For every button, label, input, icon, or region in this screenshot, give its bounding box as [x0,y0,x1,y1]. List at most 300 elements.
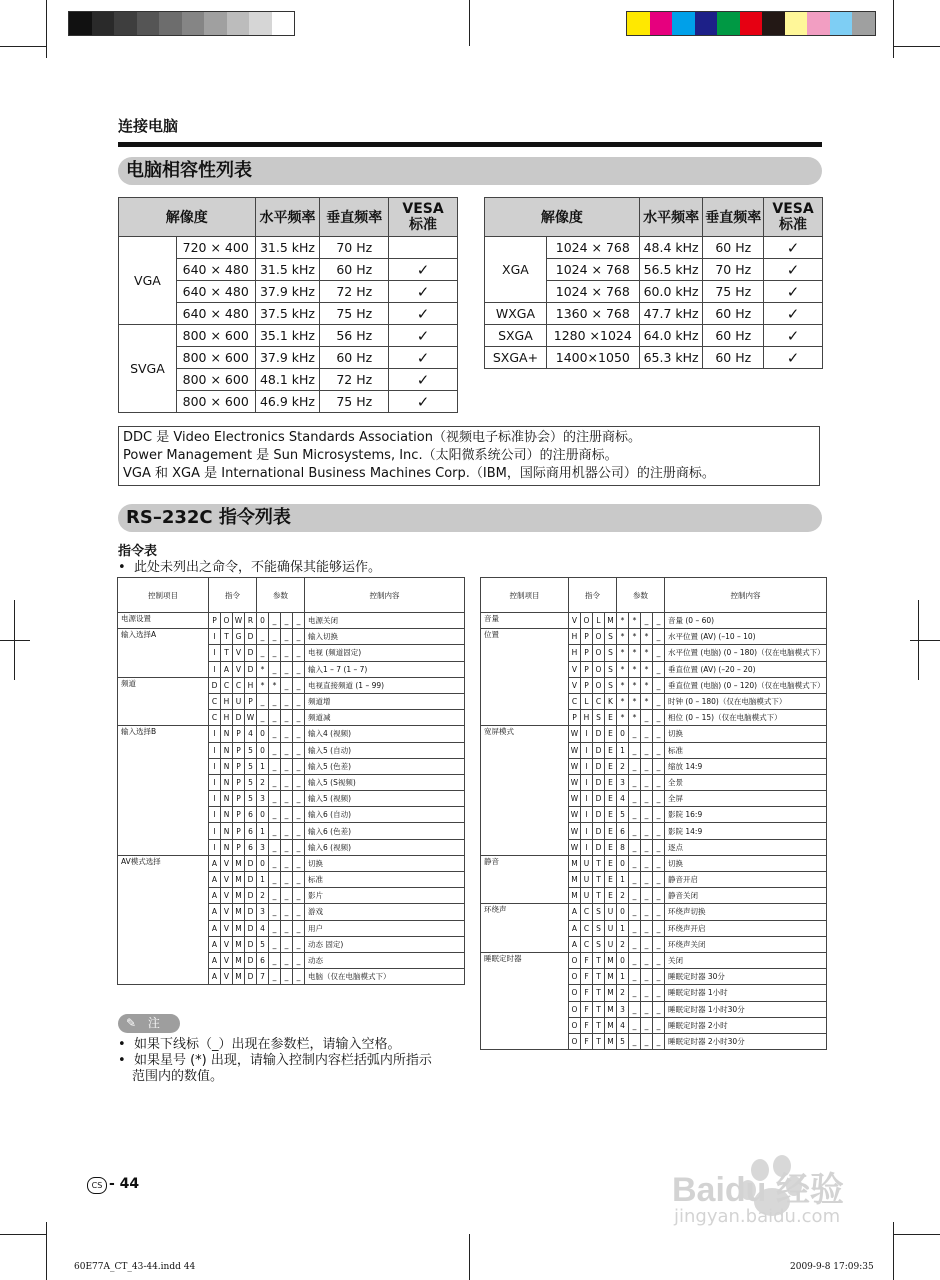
command-char: D [593,791,605,807]
control-item: AV模式选择 [118,855,209,871]
command-char: N [221,807,233,823]
command-char: A [209,904,221,920]
note-text: 如果下线标（_）出现在参数栏，请输入空格。 [133,1037,401,1052]
command-char: W [245,710,257,726]
signal-group: WXGA [485,303,547,325]
param-char: _ [629,952,641,968]
param-char: _ [653,1001,665,1017]
command-char: I [209,661,221,677]
command-char: P [233,839,245,855]
command-char: 5 [245,791,257,807]
command-row [481,920,827,936]
language-badge: CS [87,1177,107,1194]
param-char: 3 [617,1001,629,1017]
param-char: * [641,661,653,677]
command-char: I [209,823,221,839]
control-content: 静音关闭 [665,888,827,904]
control-item [481,823,569,839]
command-char: E [605,791,617,807]
command-char: A [209,936,221,952]
command-char: M [233,904,245,920]
command-char: N [221,839,233,855]
command-char: M [233,969,245,985]
watermark-text: Baidu 经验 [672,1171,844,1209]
param-char: _ [641,904,653,920]
param-char: _ [293,742,305,758]
vesa-cell: ✓ [764,347,823,369]
command-char: O [581,613,593,629]
command-row [118,726,465,742]
command-char: V [569,613,581,629]
control-content: 输入6 (视频) [305,839,465,855]
control-item [118,693,209,709]
command-char: O [221,613,233,629]
color-swatch [249,12,272,35]
control-content: 环绕声关闭 [665,936,827,952]
command-char: P [569,710,581,726]
command-char: A [221,661,233,677]
command-char: V [221,904,233,920]
crop-mark [469,1234,470,1280]
command-row [118,613,465,629]
command-char: D [245,888,257,904]
crop-mark [0,640,30,641]
control-content: 输入5 (色差) [305,758,465,774]
command-char: C [581,904,593,920]
compat-row [485,325,823,347]
command-char: I [209,742,221,758]
param-char: 1 [257,823,269,839]
command-row [481,661,827,677]
command-char: C [209,710,221,726]
resolution-cell: 640 × 480 [176,303,255,325]
param-char: 1 [617,742,629,758]
command-char: M [233,952,245,968]
resolution-cell: 1400×1050 [546,347,639,369]
command-row [118,774,465,790]
command-char: P [233,791,245,807]
param-char: _ [293,677,305,693]
command-char: H [569,645,581,661]
control-item [481,920,569,936]
command-char: A [209,952,221,968]
command-char: D [245,936,257,952]
param-char: _ [281,936,293,952]
signal-group: VGA [119,237,177,325]
param-char: * [617,677,629,693]
param-char: _ [281,839,293,855]
command-char: T [593,969,605,985]
hfreq-cell: 64.0 kHz [639,325,703,347]
command-row [118,872,465,888]
command-char: E [605,726,617,742]
header-vfreq: 垂直频率 [703,198,764,237]
param-char: _ [293,839,305,855]
command-row [481,823,827,839]
color-swatch [762,12,785,35]
command-char: M [605,952,617,968]
control-content: 全景 [665,774,827,790]
vfreq-cell: 70 Hz [703,259,764,281]
header-command: 指令 [209,578,257,613]
footer-date: 2009-9-8 17:09:35 [790,1262,874,1272]
command-char: I [581,758,593,774]
note-text: 如果星号 (*) 出现，请输入控制内容栏括弧内所指示 范围内的数值。 [132,1053,432,1084]
param-char: * [629,661,641,677]
command-char: E [605,758,617,774]
resolution-cell: 640 × 480 [176,259,255,281]
compat-row [485,347,823,369]
command-char: I [209,758,221,774]
control-content: 输入5 (自动) [305,742,465,758]
param-char: _ [629,1033,641,1049]
header-hfreq: 水平频率 [255,198,320,237]
vfreq-cell: 75 Hz [703,281,764,303]
control-item [481,969,569,985]
command-char: C [233,677,245,693]
command-row [481,758,827,774]
param-char: _ [269,920,281,936]
command-char: I [581,742,593,758]
param-char: _ [293,791,305,807]
command-char: V [221,855,233,871]
command-char: I [209,774,221,790]
control-content: 逐点 [665,839,827,855]
header-vesa: VESA 标准 [389,198,458,237]
command-char: T [221,629,233,645]
command-char: E [605,823,617,839]
command-char: V [221,920,233,936]
param-char: _ [293,774,305,790]
rs232-heading: RS–232C 指令列表 [118,504,822,532]
param-char: _ [269,758,281,774]
param-char: _ [269,774,281,790]
command-char: D [245,661,257,677]
command-char: I [581,823,593,839]
param-char: * [617,645,629,661]
param-char: 2 [617,888,629,904]
param-char: _ [257,693,269,709]
command-char: W [233,613,245,629]
vfreq-cell: 72 Hz [320,369,389,391]
param-char: _ [641,807,653,823]
param-char: _ [641,839,653,855]
command-char: O [569,1017,581,1033]
command-char: O [593,645,605,661]
param-char: 0 [257,807,269,823]
command-char: W [569,774,581,790]
command-char: 4 [245,726,257,742]
control-item: 电源设置 [118,613,209,629]
command-char: A [209,969,221,985]
param-char: _ [281,791,293,807]
param-char: 1 [257,872,269,888]
control-item: 静音 [481,855,569,871]
param-char: _ [269,936,281,952]
vfreq-cell: 56 Hz [320,325,389,347]
param-char: _ [641,823,653,839]
command-char: P [245,693,257,709]
control-content: 时钟 (0 – 180)（仅在电脑模式下） [665,693,827,709]
control-item [481,888,569,904]
control-item [118,888,209,904]
param-char: * [629,677,641,693]
vfreq-cell: 75 Hz [320,303,389,325]
command-char: M [569,888,581,904]
command-char: A [569,920,581,936]
param-char: 0 [257,742,269,758]
signal-group: SXGA+ [485,347,547,369]
command-row [118,758,465,774]
param-char: _ [653,1017,665,1033]
crop-mark [893,0,894,58]
command-char: C [581,920,593,936]
command-char: M [569,872,581,888]
command-row [118,936,465,952]
param-char: * [629,613,641,629]
command-char: S [605,645,617,661]
command-row [481,726,827,742]
hfreq-cell: 31.5 kHz [255,259,320,281]
vesa-cell: ✓ [764,237,823,259]
command-char: W [569,839,581,855]
control-item [118,742,209,758]
control-item [481,758,569,774]
param-char: _ [293,758,305,774]
command-char: T [593,1001,605,1017]
param-char: 0 [257,726,269,742]
header-param: 参数 [257,578,305,613]
command-char: V [221,872,233,888]
command-char: F [581,1001,593,1017]
command-row [481,985,827,1001]
command-char: C [569,693,581,709]
note-item: • 如果下线标（_）出现在参数栏，请输入空格。 [118,1037,401,1052]
command-row [118,888,465,904]
param-char: _ [269,710,281,726]
param-char: _ [629,969,641,985]
control-item [118,872,209,888]
command-char: D [593,742,605,758]
header-item: 控制项目 [481,578,569,613]
control-item [481,693,569,709]
hfreq-cell: 37.9 kHz [255,281,320,303]
command-char: I [581,839,593,855]
command-char: F [581,985,593,1001]
footer-file: 60E77A_CT_43-44.indd 44 [74,1262,196,1272]
control-content: 影院 14:9 [665,823,827,839]
command-char: E [605,855,617,871]
param-char: _ [281,823,293,839]
command-row [481,710,827,726]
command-char: D [593,774,605,790]
crop-mark [893,1234,940,1235]
command-char: E [605,807,617,823]
command-char: P [581,661,593,677]
param-char: 2 [617,936,629,952]
color-swatch [717,12,740,35]
trademark-notice [118,426,820,486]
param-char: _ [653,791,665,807]
command-char: U [581,888,593,904]
param-char: _ [281,645,293,661]
param-char: 0 [617,904,629,920]
command-char: I [581,807,593,823]
control-item [118,661,209,677]
command-char: I [581,791,593,807]
command-char: I [581,726,593,742]
resolution-cell: 800 × 600 [176,391,255,413]
param-char: _ [629,758,641,774]
control-content: 电视直接频道 (1 – 99) [305,677,465,693]
param-char: _ [629,807,641,823]
command-char: M [605,969,617,985]
command-char: M [605,1017,617,1033]
color-swatch [204,12,227,35]
param-char: _ [293,969,305,985]
param-char: _ [641,758,653,774]
command-row [481,677,827,693]
command-char: V [221,936,233,952]
param-char: _ [281,613,293,629]
param-char: _ [269,693,281,709]
command-char: C [209,693,221,709]
param-char: _ [269,855,281,871]
control-item [481,791,569,807]
control-item [118,823,209,839]
color-swatch [807,12,830,35]
param-char: _ [653,872,665,888]
vesa-cell: ✓ [389,259,458,281]
param-char: * [629,645,641,661]
command-char: M [233,936,245,952]
vfreq-cell: 60 Hz [320,347,389,369]
command-char: I [209,726,221,742]
param-char: * [257,677,269,693]
hfreq-cell: 35.1 kHz [255,325,320,347]
param-char: _ [293,629,305,645]
command-char: S [593,710,605,726]
color-swatch [137,12,160,35]
param-char: _ [641,774,653,790]
param-char: * [617,661,629,677]
command-char: M [569,855,581,871]
param-char: _ [641,1033,653,1049]
param-char: _ [629,985,641,1001]
param-char: _ [293,823,305,839]
control-content: 垂直位置 (电脑) (0 – 120)（仅在电脑模式下） [665,677,827,693]
control-item [118,710,209,726]
command-char: O [593,677,605,693]
command-char: V [221,888,233,904]
compat-heading: 电脑相容性列表 [118,157,822,185]
control-item [118,839,209,855]
hfreq-cell: 65.3 kHz [639,347,703,369]
param-char: 5 [257,936,269,952]
resolution-cell: 1280 ×1024 [546,325,639,347]
param-char: _ [629,726,641,742]
param-char: _ [653,758,665,774]
control-item [481,872,569,888]
command-char: I [209,629,221,645]
command-table-title: 指令表 [118,544,158,559]
signal-group: SXGA [485,325,547,347]
param-char: _ [641,936,653,952]
command-char: E [605,839,617,855]
param-char: _ [281,888,293,904]
command-char: M [605,613,617,629]
param-char: _ [653,969,665,985]
param-char: _ [641,742,653,758]
vfreq-cell: 60 Hz [320,259,389,281]
param-char: 6 [617,823,629,839]
command-row [481,774,827,790]
param-char: * [641,629,653,645]
param-char: _ [641,1017,653,1033]
note-badge [118,1014,180,1033]
hfreq-cell: 48.1 kHz [255,369,320,391]
param-char: * [617,629,629,645]
compat-row [485,303,823,325]
command-char: H [245,677,257,693]
command-char: E [605,710,617,726]
param-char: 4 [617,1017,629,1033]
command-char: K [605,693,617,709]
command-char: T [593,1033,605,1049]
command-char: E [605,888,617,904]
command-char: P [233,758,245,774]
param-char: _ [281,677,293,693]
command-row [481,613,827,629]
command-row [481,807,827,823]
param-char: _ [653,726,665,742]
param-char: 0 [257,855,269,871]
command-char: T [221,645,233,661]
param-char: * [629,629,641,645]
param-char: _ [269,969,281,985]
command-char: P [233,823,245,839]
command-char: L [593,613,605,629]
command-char: E [605,774,617,790]
resolution-cell: 1024 × 768 [546,259,639,281]
param-char: * [629,710,641,726]
control-content: 影片 [305,888,465,904]
command-char: V [569,677,581,693]
command-char: E [605,742,617,758]
compat-table-left [118,197,458,413]
vesa-cell: ✓ [389,303,458,325]
control-item [481,839,569,855]
command-char: V [569,661,581,677]
param-char: _ [653,920,665,936]
command-char: H [569,629,581,645]
resolution-cell: 1024 × 768 [546,281,639,303]
command-row [481,888,827,904]
command-char: 5 [245,774,257,790]
param-char: _ [281,920,293,936]
signal-group: XGA [485,237,547,303]
signal-group: SVGA [119,325,177,413]
control-content: 电脑（仅在电脑模式下） [305,969,465,985]
control-content: 睡眠定时器 30分 [665,969,827,985]
control-item [118,920,209,936]
command-char: M [233,888,245,904]
command-row [118,969,465,985]
param-char: * [617,710,629,726]
param-char: 1 [617,920,629,936]
param-char: _ [653,807,665,823]
param-char: 1 [617,872,629,888]
